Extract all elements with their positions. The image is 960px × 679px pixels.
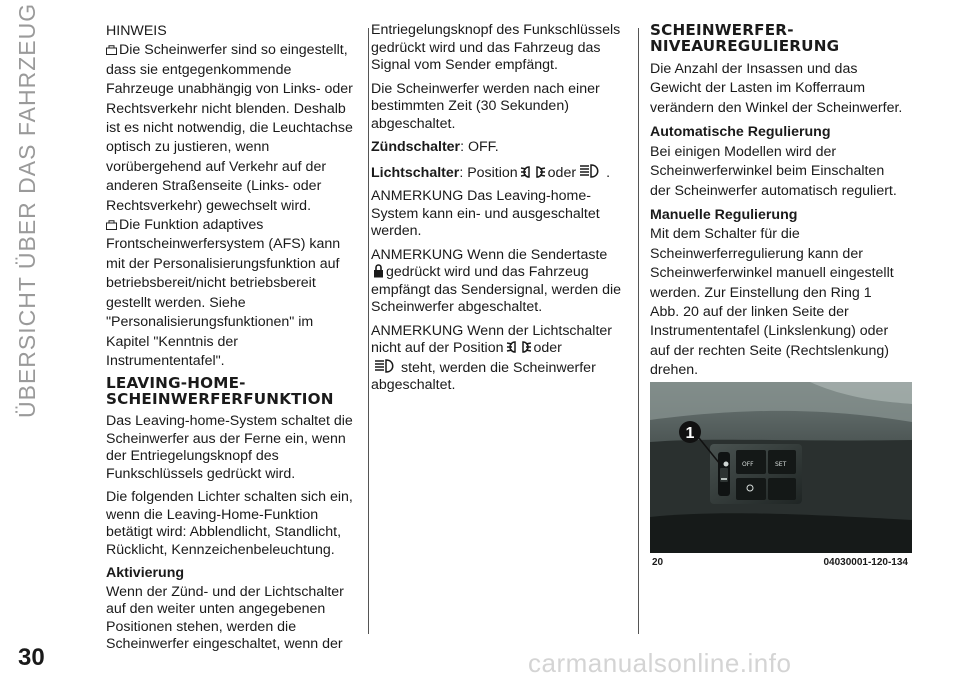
text-line: Scheinwerferregulierung kann der [650, 245, 863, 262]
text-line: Mit dem Schalter für die [650, 226, 800, 243]
note-text: gedrückt wird und das Fahrzeug empfängt das Sendersignal, werden die Scheinwerfer abgeschaltet. [371, 264, 622, 315]
note-2-line: mit der Personalisierungsfunktion auf [106, 255, 340, 272]
note-bullet-icon [106, 220, 117, 230]
note-2 [106, 216, 362, 371]
figure-20 [650, 382, 912, 569]
subheading-aktivierung: Aktivierung [106, 565, 185, 582]
text-line: Gewicht der Lasten im Kofferraum [650, 80, 866, 97]
page-number: 30 [18, 644, 45, 671]
figure-caption [650, 553, 912, 569]
note-1-line: Rechtsverkehr nicht blenden. Deshalb [106, 100, 346, 117]
text-line: auf der rechten Seite (Rechtslenkung) [650, 342, 889, 359]
light-switch-label: Lichtschalter [371, 164, 460, 181]
note-2-line [106, 216, 362, 235]
column-3 [650, 22, 912, 381]
text-line: Abb. 20 auf der linken Seite der [650, 304, 849, 321]
figure-number: 20 [652, 557, 664, 568]
manual-paragraph [650, 225, 912, 380]
paragraph: ANMERKUNG Das Leaving-home-System kann ein- und ausgeschaltet werden. [371, 188, 600, 239]
note-2-line: gestellt werden. Siehe [106, 294, 246, 311]
note-1-line: optisch zu justieren, wenn [106, 139, 270, 156]
heading-line: SCHEINWERFERFUNKTION [106, 390, 334, 409]
text-line: Scheinwerferwinkel manuell eingestellt [650, 265, 894, 282]
parking-light-icon [506, 340, 532, 354]
intro-paragraph [650, 60, 912, 118]
note-1-text: Die Scheinwerfer sind so eingestellt, [119, 42, 348, 59]
text-line: Die Anzahl der Insassen und das [650, 61, 858, 77]
note-1-line: vorübergehend auf Verkehr auf der [106, 158, 327, 175]
heading-line: SCHEINWERFER- [650, 21, 794, 39]
auto-paragraph [650, 143, 912, 201]
subheading-automatische-regulierung: Automatische Regulierung [650, 124, 831, 141]
subheading-manuelle-regulierung: Manuelle Regulierung [650, 206, 798, 223]
text-line: der Scheinwerfer automatisch reguliert. [650, 182, 897, 199]
note-1 [106, 41, 362, 216]
dashboard-switch-photo [650, 382, 912, 553]
section-heading-leaving-home [106, 375, 362, 407]
note-1-line: dass sie entgegenkommende [106, 61, 292, 78]
paragraph [371, 323, 633, 395]
text-line: drehen. [650, 362, 699, 379]
paragraph: Wenn der Zünd- und der Lichtschalter auf den weiter unten angegebenen Positionen stehen, werden die Scheinwerfer eingeschaltet, wenn der [106, 583, 344, 653]
hinweis-label: HINWEIS [106, 23, 167, 39]
note-1-line [106, 41, 362, 60]
heading-line: LEAVING-HOME- [106, 374, 246, 393]
section-heading-niveauregulierung [650, 22, 912, 54]
light-switch-line [371, 163, 633, 183]
paragraph: Die folgenden Lichter schalten sich ein, wenn die Leaving-Home-Funktion betätigt wird: Abblendlicht, Standlicht, Rücklicht, Kennzeichenbeleuchtung. [106, 489, 353, 558]
headlight-icon [578, 163, 604, 179]
headlight-icon [373, 358, 399, 374]
paragraph [371, 247, 633, 317]
parking-light-icon [520, 165, 546, 179]
column-1 [106, 22, 362, 660]
heading-line: NIVEAUREGULIERUNG [650, 37, 840, 55]
note-1-line: Fahrzeuge unabhängig von Links- oder [106, 81, 353, 98]
watermark: carmanualsonline.info [528, 648, 792, 678]
period: . [606, 164, 611, 181]
paragraph: Entriegelungsknopf des Funkschlüssels gedrückt wird und das Fahrzeug das Signal vom Sender empfängt. [371, 22, 621, 73]
light-switch-value: : Position [459, 164, 518, 181]
note-2-text: Die Funktion adaptives [119, 217, 264, 234]
note-text: steht, werden die Scheinwerfer abgeschaltet. [371, 359, 596, 393]
note-2-line: Kapitel "Kenntnis der [106, 333, 239, 350]
oder-text: oder [547, 164, 577, 181]
oder-text: oder [533, 340, 562, 356]
note-text: ANMERKUNG Wenn die Sendertaste [371, 246, 608, 263]
ignition-label: Zündschalter [371, 139, 461, 155]
text-line: verändern den Winkel der Scheinwerfer. [650, 99, 903, 116]
column-divider [638, 28, 639, 634]
note-2-line: betriebsbereit/nicht betriebsbereit [106, 275, 316, 292]
note-2-line: "Personalisierungsfunktionen" im [106, 314, 314, 331]
lock-icon [373, 264, 384, 278]
figure-code: 04030001-120-134 [823, 557, 908, 568]
paragraph: Die Scheinwerfer werden nach einer bestimmten Zeit (30 Sekunden) abgeschaltet. [371, 80, 600, 132]
column-2 [371, 22, 633, 401]
text-line: Instrumententafel (Linkslenkung) oder [650, 323, 889, 340]
note-1-line: anderen Straßenseite (Links- oder [106, 178, 322, 195]
column-divider [368, 28, 369, 634]
ignition-value: : OFF. [460, 139, 499, 155]
note-1-line: ist es nicht notwendig, die Leuchtachse [106, 120, 353, 137]
note-bullet-icon [106, 45, 117, 55]
chapter-title: ÜBERSICHT ÜBER DAS FAHRZEUG [14, 2, 40, 418]
note-1-line: Rechtsverkehr) gewechselt wird. [106, 197, 312, 214]
text-line: Scheinwerferwinkel beim Einschalten [650, 163, 885, 180]
ignition-line [371, 139, 633, 157]
off-button-label: OFF [742, 461, 754, 468]
note-2-line: Instrumententafel". [106, 352, 225, 369]
note-2-line: Frontscheinwerfersystem (AFS) kann [106, 236, 341, 253]
text-line: werden. Zur Einstellung den Ring 1 [650, 284, 872, 301]
callout-number: 1 [685, 425, 695, 442]
text-line: Bei einigen Modellen wird der [650, 143, 837, 160]
paragraph: Das Leaving-home-System schaltet die Scheinwerfer aus der Ferne ein, wenn der Entriegelungsknopf des Funkschlüssels gedrückt wird. [106, 413, 353, 482]
note-text: ANMERKUNG Wenn der Lichtschalter nicht auf der Position [371, 322, 613, 356]
set-button-label: SET [775, 461, 787, 468]
